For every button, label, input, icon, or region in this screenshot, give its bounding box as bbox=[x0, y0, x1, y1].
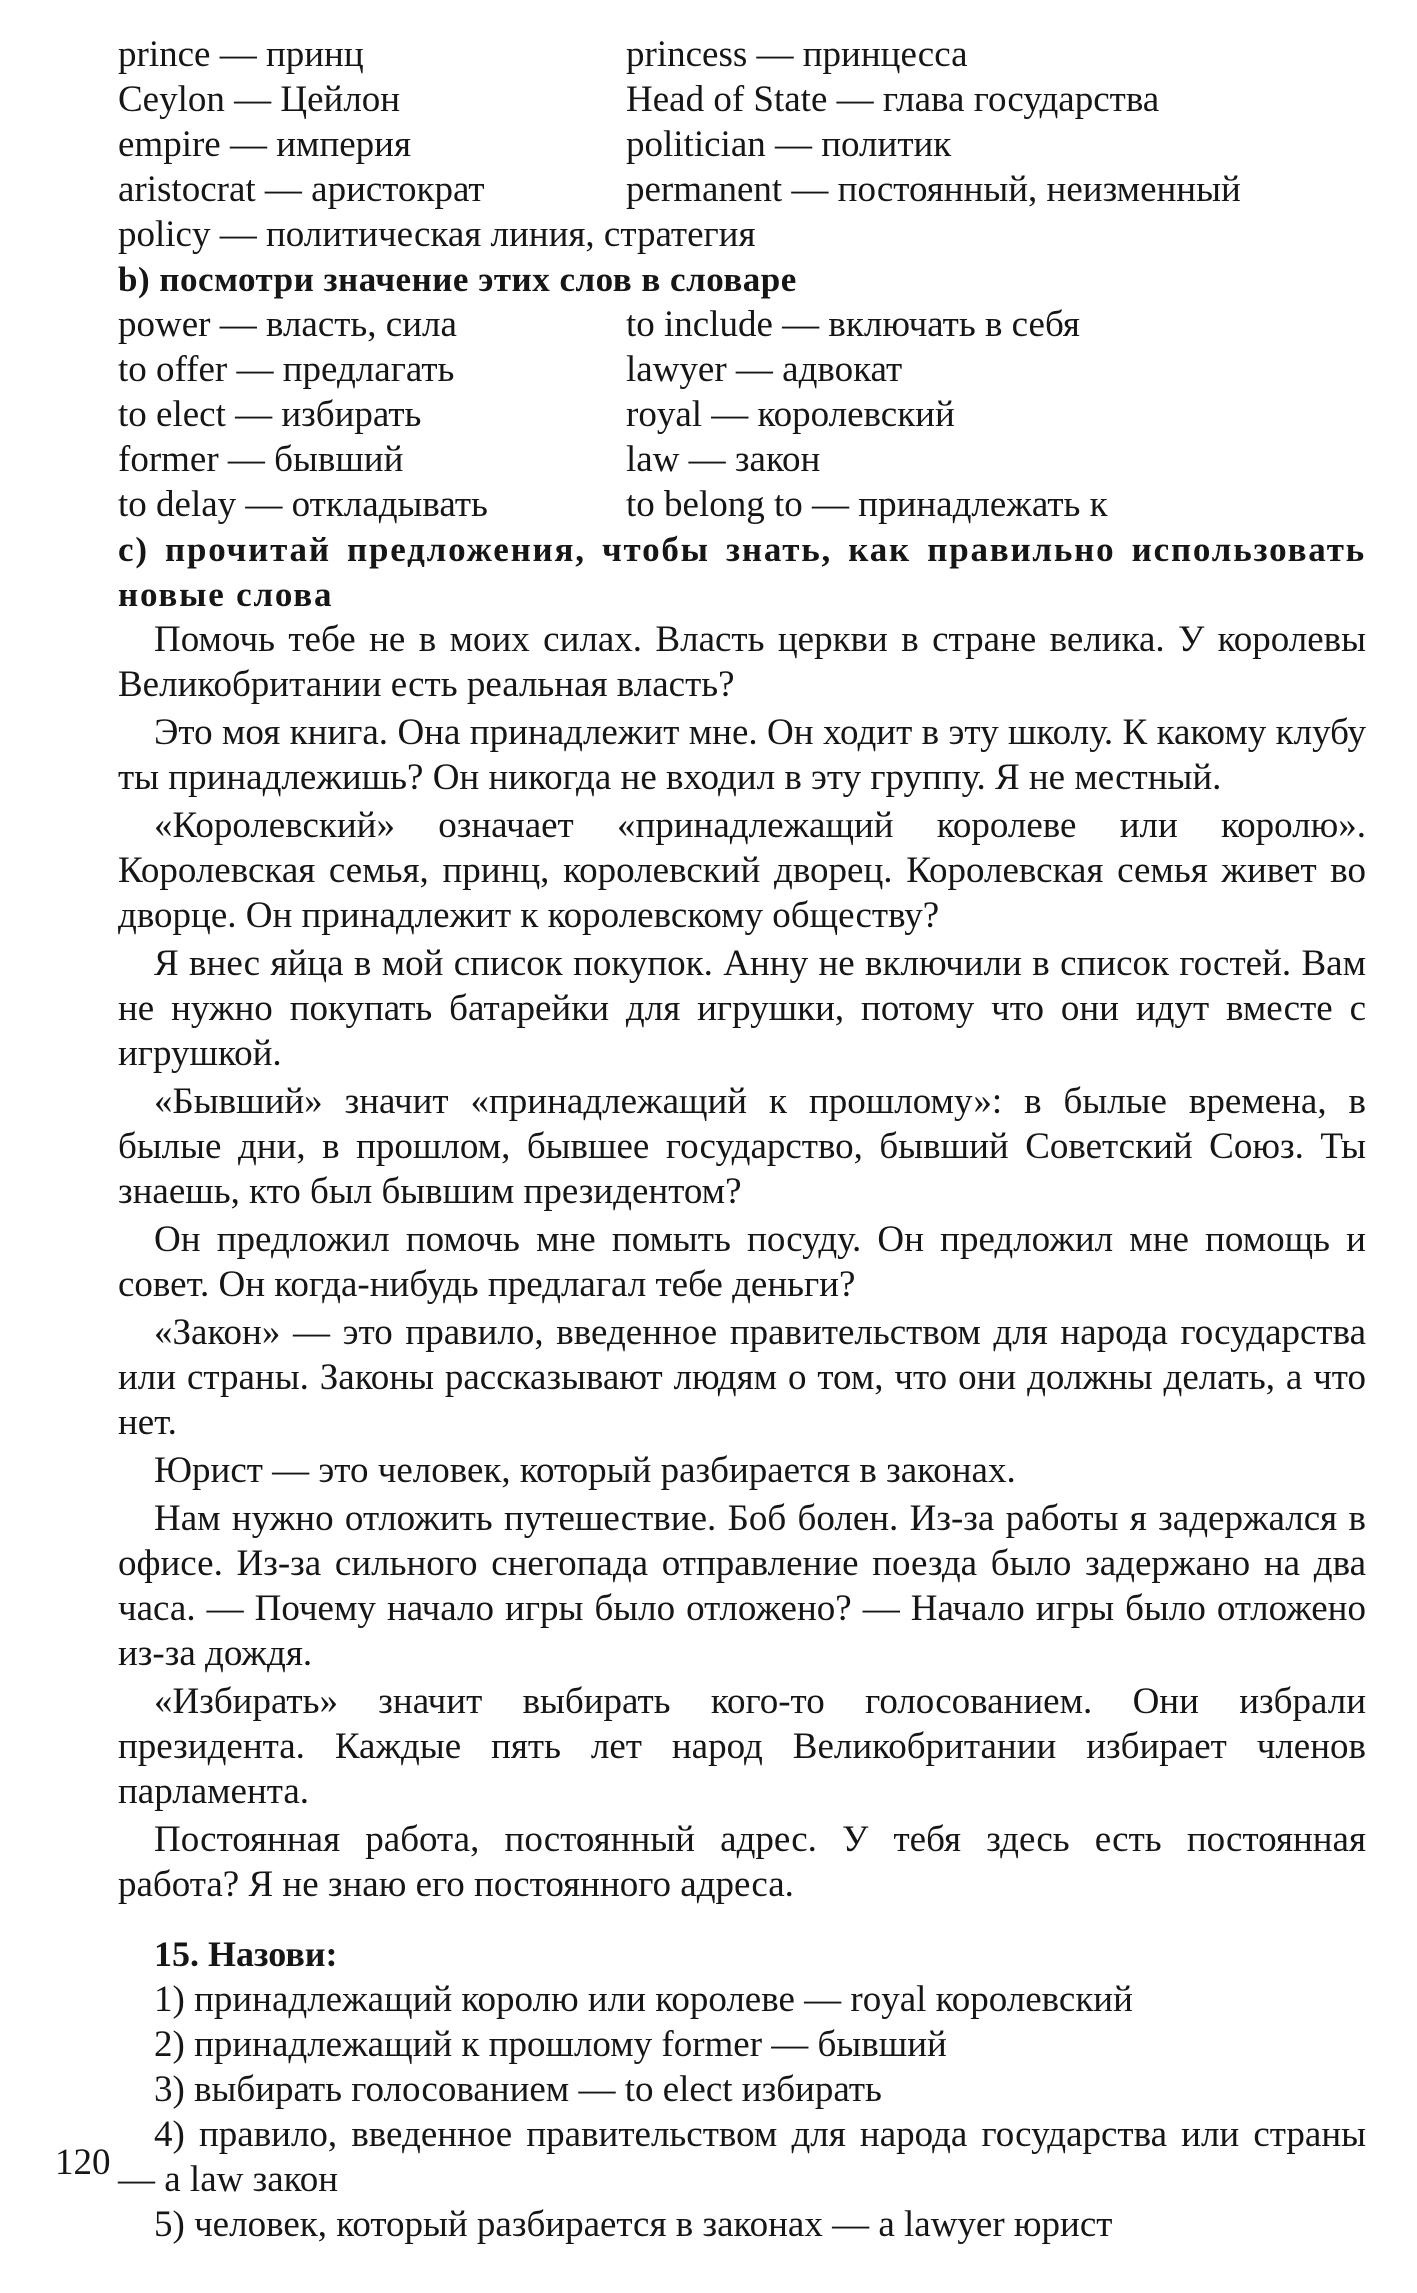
vocab-entry: to offer — предлагать bbox=[118, 349, 455, 390]
vocab-row bbox=[118, 482, 1366, 527]
page-content bbox=[118, 32, 1366, 2247]
example-paragraph: Это моя книга. Она принадлежит мне. Он ходит в эту школу. К какому клубу ты принадлежишь? Он никогда не входил в эту группу. Я не местный. bbox=[118, 712, 1366, 798]
vocab-entry: politician — политик bbox=[626, 124, 952, 165]
vocab-row bbox=[118, 32, 1366, 77]
vocab-row bbox=[118, 122, 1366, 167]
example-paragraph: Нам нужно отложить путешествие. Боб болен. Из-за работы я задержался в офисе. Из-за сильного снегопада отправление поезда было задержано на два часа. — Почему начало игры было отложено? — Начало игры было отложено из-за дождя. bbox=[118, 1498, 1366, 1674]
section-heading-c: c) прочитай предложения, чтобы знать, как правильно использовать новые слова bbox=[118, 530, 1366, 614]
example-paragraph: Он предложил помочь мне помыть посуду. Он предложил мне помощь и совет. Он когда-нибудь предлагал тебе деньги? bbox=[118, 1219, 1366, 1305]
vocab-entry: empire — империя bbox=[118, 124, 411, 165]
vocab-entry: former — бывший bbox=[118, 439, 404, 480]
vocab-entry: to delay — откладывать bbox=[118, 484, 488, 525]
vocab-entry: aristocrat — аристократ bbox=[118, 169, 485, 210]
vocab-entry: permanent — постоянный, неизменный bbox=[626, 169, 1241, 210]
vocab-row bbox=[118, 302, 1366, 347]
page-number: 120 bbox=[55, 2142, 111, 2183]
exercise-item: 1) принадлежащий королю или королеве — royal королевский bbox=[154, 1979, 1133, 2020]
vocab-entry: law — закон bbox=[626, 439, 821, 480]
example-paragraph: «Закон» — это правило, введенное правительством для народа государства или страны. Законы рассказывают людям о том, что они должны делать, а что нет. bbox=[118, 1312, 1366, 1443]
vocab-entry: royal — королевский bbox=[626, 394, 955, 435]
section-heading-b: b) посмотри значение этих слов в словаре bbox=[118, 260, 797, 299]
vocab-entry: to include — включать в себя bbox=[626, 304, 1080, 345]
vocab-entry: power — власть, сила bbox=[118, 304, 457, 345]
example-paragraph: «Бывший» значит «принадлежащий к прошлому»: в былые времена, в былые дни, в прошлом, бывшее государство, бывший Советский Союз. Ты знаешь, кто был бывшим президентом? bbox=[118, 1081, 1366, 1212]
vocab-entry: Ceylon — Цейлон bbox=[118, 79, 401, 120]
example-paragraph: «Избирать» значит выбирать кого-то голосованием. Они избрали президента. Каждые пять лет народ Великобритании избирает членов парламента. bbox=[118, 1681, 1366, 1812]
example-paragraph: Помочь тебе не в моих силах. Власть церкви в стране велика. У королевы Великобритании есть реальная власть? bbox=[118, 619, 1366, 705]
vocab-entry: princess — принцесса bbox=[626, 34, 968, 75]
vocab-row bbox=[118, 77, 1366, 122]
vocab-entry: to belong to — принадлежать к bbox=[626, 484, 1108, 525]
section-gap bbox=[118, 1910, 1366, 1932]
vocab-entry: Head of State — глава государства bbox=[626, 79, 1160, 120]
example-paragraph: Юрист — это человек, который разбирается в законах. bbox=[154, 1450, 1016, 1491]
vocab-entry: to elect — избирать bbox=[118, 394, 422, 435]
vocab-entry: prince — принц bbox=[118, 34, 364, 75]
vocab-row bbox=[118, 437, 1366, 482]
exercise-title: 15. Назови: bbox=[154, 1934, 338, 1974]
exercise-item: 3) выбирать голосованием — to elect избирать bbox=[154, 2069, 882, 2110]
exercise-item: 2) принадлежащий к прошлому former — бывший bbox=[154, 2024, 947, 2065]
vocab-row bbox=[118, 347, 1366, 392]
vocab-row bbox=[118, 167, 1366, 212]
example-paragraph: Я внес яйца в мой список покупок. Анну не включили в список гостей. Вам не нужно покупать батарейки для игрушки, потому что они идут вместе с игрушкой. bbox=[118, 943, 1366, 1074]
example-paragraph: Постоянная работа, постоянный адрес. У тебя здесь есть постоянная работа? Я не знаю его постоянного адреса. bbox=[118, 1819, 1366, 1905]
example-paragraph: «Королевский» означает «принадлежащий королеве или королю». Королевская семья, принц, королевский дворец. Королевская семья живет во дворце. Он принадлежит к королевскому обществу? bbox=[118, 805, 1366, 936]
vocab-entry: lawyer — адвокат bbox=[626, 349, 903, 390]
vocab-row bbox=[118, 392, 1366, 437]
vocab-entry: policy — политическая линия, стратегия bbox=[118, 214, 756, 255]
exercise-item: 4) правило, введенное правительством для народа государства или страны — a law закон bbox=[118, 2114, 1366, 2200]
exercise-item: 5) человек, который разбирается в законах — a lawyer юрист bbox=[154, 2204, 1113, 2245]
